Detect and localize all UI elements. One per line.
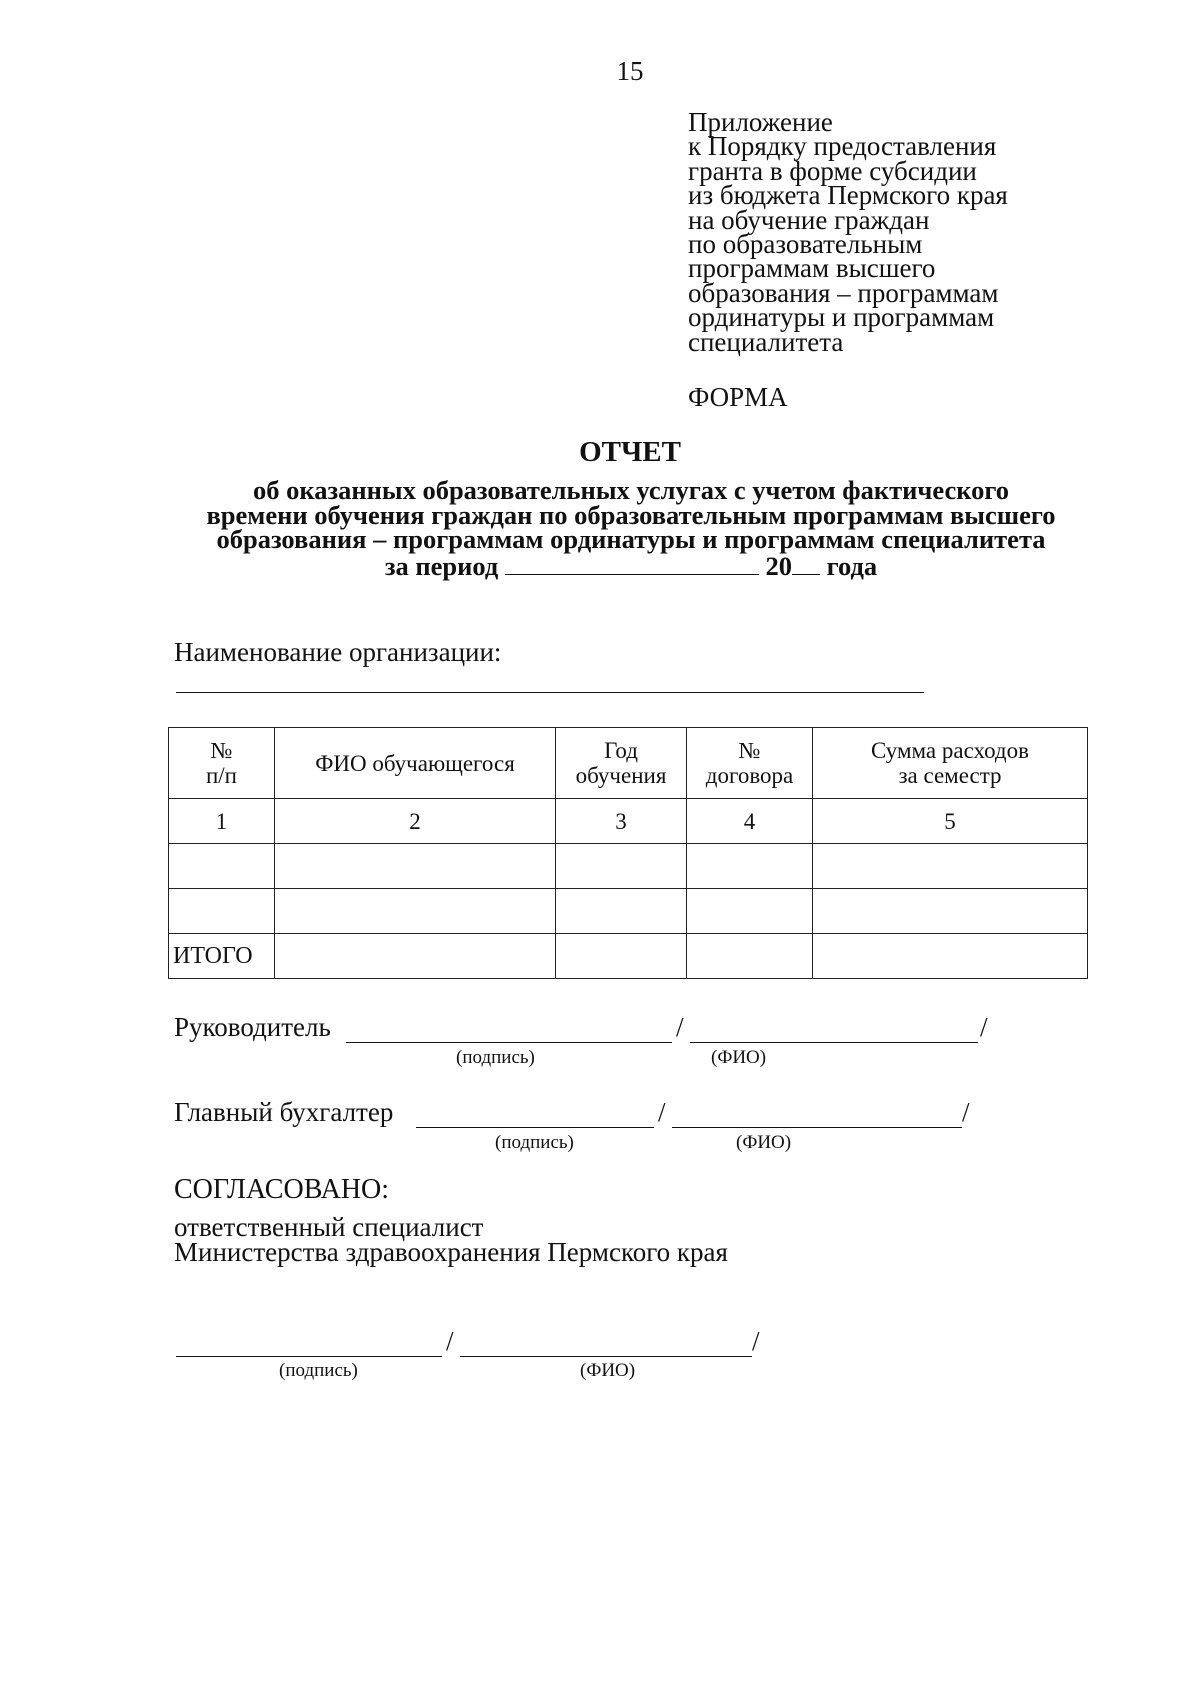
column-number: 4 [687,799,813,844]
agreed-line: Министерства здравоохранения Пермского края [174,1236,728,1267]
header-text: договора [705,763,794,788]
head-slash: / [676,1012,684,1042]
total-label: ИТОГО [169,934,275,979]
header-cell-contract-number [687,728,813,799]
period-blank[interactable] [505,552,759,575]
accountant-slash: / [658,1097,666,1127]
subtitle-line: образования – программам ординатуры и программам специалитета [216,524,1046,554]
period-suffix: года [826,550,878,581]
year-blank[interactable] [792,552,820,575]
period-line [0,552,1200,579]
header-cell-student-name [275,728,556,799]
head-name-line[interactable] [690,1042,978,1043]
report-title: ОТЧЕТ [579,436,681,468]
subtitle-line: времени обучения граждан по образовательным программам высшего [206,499,1056,530]
form-label: ФОРМА [688,382,788,412]
table-cell[interactable] [169,889,275,934]
header-text: Год [604,738,638,763]
table-cell[interactable] [169,844,275,889]
header-text: Сумма расходов [870,738,1029,763]
table-cell[interactable] [275,934,556,979]
agreed-signature-line[interactable] [176,1356,442,1357]
table-cell[interactable] [813,889,1088,934]
total-row [169,934,1088,979]
table-row [169,844,1088,889]
table-cell[interactable] [687,889,813,934]
table-cell[interactable] [813,934,1088,979]
agreed-specialist [174,1212,728,1267]
column-number-row [169,799,1088,844]
head-sign-hint: (подпись) [456,1047,535,1068]
header-text: за семестр [898,763,1002,788]
accountant-name-line[interactable] [672,1127,962,1128]
agreed-sign-hint: (подпись) [279,1360,358,1381]
header-cell-study-year [556,728,687,799]
appendix-line: по образовательным [688,229,923,260]
agreed-slash: / [446,1326,454,1356]
appendix-line: ординатуры и программам [688,302,995,333]
table-row [169,889,1088,934]
appendix-line: к Порядку предоставления [688,131,997,162]
organization-name-line[interactable] [176,692,924,693]
appendix-line: гранта в форме субсидии [688,155,977,186]
report-table [168,727,1088,979]
appendix-line: Приложение [688,107,833,137]
head-name-hint: (ФИО) [711,1047,767,1068]
header-text: обучения [575,763,667,788]
period-prefix: за период [384,550,499,581]
page-number: 15 [616,56,644,86]
appendix-line: из бюджета Пермского края [688,180,1008,211]
header-text: ФИО обучающегося [315,750,515,776]
agreed-name-line[interactable] [460,1356,752,1357]
report-subtitle [0,475,1200,581]
table-header-row [169,728,1088,799]
head-slash-end: / [980,1012,988,1042]
accountant-signature-label: Главный бухгалтер [174,1097,394,1127]
header-cell-number [169,728,275,799]
table-cell[interactable] [556,844,687,889]
column-number: 1 [169,799,275,844]
accountant-sign-hint: (подпись) [495,1132,574,1153]
accountant-signature-line[interactable] [416,1127,654,1128]
appendix-note [688,107,1008,357]
header-text: № [738,738,761,763]
appendix-line: на обучение граждан [688,204,930,235]
header-cell-expenses [813,728,1088,799]
column-number: 5 [813,799,1088,844]
table-cell[interactable] [275,844,556,889]
appendix-line: специалитета [688,326,844,357]
agreed-name-hint: (ФИО) [580,1360,636,1381]
appendix-line: программам высшего [688,253,936,284]
period-year: 20 [765,550,793,581]
accountant-slash-end: / [962,1097,970,1127]
table-cell[interactable] [687,844,813,889]
table-cell[interactable] [275,889,556,934]
table-cell[interactable] [556,889,687,934]
column-number: 3 [556,799,687,844]
head-signature-line[interactable] [346,1042,672,1043]
appendix-line: образования – программам [688,277,999,308]
agreed-line: ответственный специалист [174,1212,484,1242]
table-cell[interactable] [813,844,1088,889]
organization-label: Наименование организации: [174,637,502,667]
accountant-name-hint: (ФИО) [736,1132,792,1153]
table-cell[interactable] [687,934,813,979]
header-text: № [210,738,233,763]
agreed-label: СОГЛАСОВАНО: [174,1174,390,1205]
head-signature-label: Руководитель [174,1012,331,1042]
agreed-slash-end: / [752,1326,760,1356]
subtitle-line: об оказанных образовательных услугах с учетом фактического [252,475,1010,505]
header-text: п/п [205,763,237,788]
column-number: 2 [275,799,556,844]
table-cell[interactable] [556,934,687,979]
